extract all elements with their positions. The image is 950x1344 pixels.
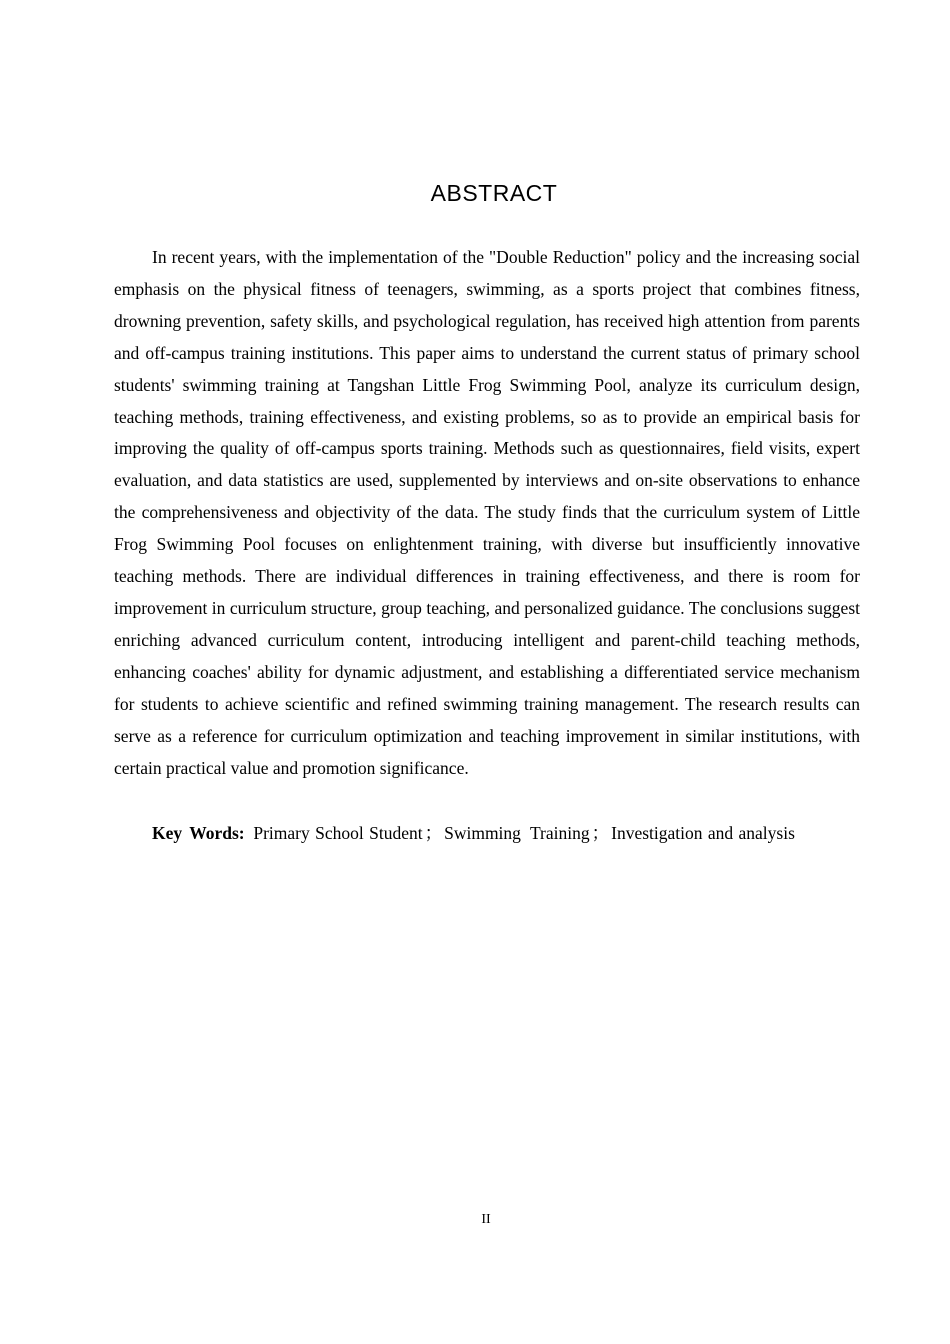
keyword-separator: ； [591,823,610,843]
abstract-body-text: In recent years, with the implementation of the "Double Reduction" policy and the increasing social emphasis on the physical fitness of teenagers, swimming, as a sports project that combines fitness, drowning prevention, safety skills, and psychological regulation, has received high attention from parents and off-campus training institutions. This paper aims to understand the current status of primary school students' swimming training at Tangshan Little Frog Swimming Pool, analyze its curriculum design, teaching methods, training effectiveness, and existing problems, so as to provide an empirical basis for improving the quality of off-campus sports training. Methods such as questionnaires, field visits, expert evaluation, and data statistics are used, supplemented by interviews and on-site observations to enhance the comprehensiveness and objectivity of the data. The study finds that the curriculum system of Little Frog Swimming Pool focuses on enlightenment training, with diverse but insufficiently innovative teaching methods. There are individual differences in training effectiveness, and there is room for improvement in curriculum structure, group teaching, and personalized guidance. The conclusions suggest enriching advanced curriculum content, introducing intelligent and parent-child teaching methods, enhancing coaches' ability for dynamic adjustment, and establishing a differentiated service mechanism for students to achieve scientific and refined swimming training management. The research results can serve as a reference for curriculum optimization and teaching improvement in similar institutions, with certain practical value and promotion significance. [114,247,860,778]
keyword-separator: ； [424,823,443,843]
keywords-label: Key Words: [152,823,245,843]
keyword-item: Primary School Student [253,823,423,843]
abstract-heading: ABSTRACT [430,180,558,206]
keyword-item: Swimming Training [444,823,590,843]
page-number: II [481,1212,491,1227]
keyword-item: Investigation and analysis [611,823,795,843]
keywords-line [114,818,874,849]
